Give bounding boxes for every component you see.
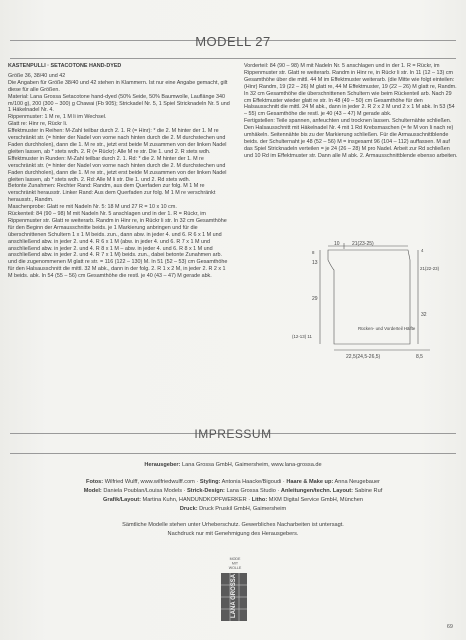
impressum-credits-1: Fotos: Wilfried Wulff, www.wilfriedwulff.com · Styling: Antonia Haacke/Bigoudi · Haare & Make up: Anna Neugebauer — [86, 479, 380, 485]
litho-label: Litho: — [251, 497, 268, 503]
dim-side-mid: 29 — [312, 296, 318, 302]
size-note: Die Angaben für Größe 38/40 und 42 stehen in Klammern. Ist nur eine Angabe gemacht, gilt diese für alle Größen. — [8, 79, 228, 93]
page-number: 69 — [446, 624, 453, 630]
dim-side-top: 13 — [312, 260, 318, 266]
impressum-underline — [10, 453, 456, 454]
header-underline — [10, 58, 456, 59]
schematic-diagram — [290, 240, 440, 360]
print-label: Druck: — [179, 506, 198, 512]
styling-label: Styling: — [199, 479, 221, 485]
publisher-label: Herausgeber: — [144, 462, 181, 468]
makeup-value: Anna Neugebauer — [334, 479, 380, 485]
front-piece-text: Vorderteil: 84 (90 – 98) M mit Nadeln Nr. 5 anschlagen und in der 1. R = Rückr, im Rippenmuster str. Glatt re weiterarb. Randm in Hinr re, in Rückr li str. In 11 (12 – 13) cm Gesamthöhe über die mittl. 44 M im Effektmuster weiterarb. (die Mitte wie folgt einteilen: (Hinr) Randm, 19 (22 – 26) M glatt re, 44 M Effektmuster, 19 (22 – 26) M glatt re, Randm. In 32 cm Gesamthöhe die überschnittenen Schultern wie beim Rückenteil arb. Nach 29 cm Effektmuster wieder glatt re str. In 48 (49 – 50) cm Gesamthöhe für den Halsausschnitt die mittl. 24 M abk., dann in jeder 2. R 2 x 2 M und 2 x 1 M abk. In 53 (54 – 55) cm Gesamthöhe die restl. je 40 (43 – 47) M gerade abk. — [244, 63, 457, 118]
instructions-label: Anleitungen/techn. Layout: — [280, 488, 354, 494]
impressum-credits-2: Model: Daniela Poublan/Louisa Models · Strick-Design: Lana Grossa Studio · Anleitungen/techn. Layout: Sabine Ruf — [83, 488, 383, 494]
dim-side-small: 8 — [312, 250, 315, 255]
impressum-credits-4 — [0, 505, 466, 514]
left-column — [8, 63, 230, 280]
dim-right-top: 4 — [421, 248, 424, 253]
finishing-text: Fertigstellen: Teile spannen, anfeuchten und trocknen lassen. Schulternähte schließen. Den Halsausschnitt mit Häkelnadel Nr. 4 mit 1 Rd Krebsmaschen (= fe M von li nach re) umhäkeln. Seitennähte bis zu der Markierung schließen. Für die Armausschnittblende beids. der Schulternaht je 48 (52 – 56) M = insgesamt 96 (104 – 112) auffassen. M auf das Spiel Stricknadeln verteilen = je 24 (26 – 28) M pro Nadel. Arbeit zur Rd schließen und 10 Rd im Effektmuster str. Dann alle M abk. 2. Armausschnittblende ebenso arbeiten. — [244, 118, 458, 159]
model-label: Model: — [83, 488, 102, 494]
effect-rows-text: Effektmuster in Reihen: M-Zahl teilbar durch 2. 1. R (= Hinr): * die 2. M hinter der 1. M re verschränkt str. (= hinter der Nadel von vorne nach hinten durch die 2. M durchstechen und Faden durchholen), dann die 1. M re str., jetzt erst beide M zusammen von der linken Nadel gleiten lassen, ab * stets wdh. 2. R (= Rückr): Alle M re str. Die 1. und 2. R stets wdh. — [8, 128, 227, 155]
effect-rounds-text: Effektmuster in Runden: M-Zahl teilbar durch 2. 1. Rd: * die 2. M hinter der 1. M re verschränkt str. (= hinter der Nadel von vorne nach hinten durch die 2. M durchstechen und Faden durchholen), dann die 1. M re str., jetzt erst beide M zusammen von der linken Nadel gleiten lassen, ab * stets wdh. 2. Rd: Alle M li str. Die 1. und 2. Rd stets wdh. — [8, 155, 227, 183]
model-value: Daniela Poublan/Louisa Models — [103, 488, 182, 494]
rib-pattern: Rippenmuster: 1 M re, 1 M li im Wechsel. — [8, 114, 107, 121]
impressum-credits-3: Grafik/Layout: Martina Kuhn, HANDUNDKOPFWERKER · Litho: MXM Digital Service GmbH, München — [103, 497, 363, 503]
photos-value: Wilfried Wulff, www.wilfriedwulff.com — [104, 479, 195, 485]
material-text: Material: Lana Grossa Setacotone hand-dyed (50% Seide, 50% Baumwolle, Lauflänge 340 m/100 g), 200 (300 – 300) g Chawai (Fb 905); Strickadel Nr. 5, 1 Spiel Stricknadeln Nr. 5 und 1 Häkelnadel Nr. 4. — [8, 93, 230, 114]
svg-text:MODE: MODE — [229, 557, 241, 561]
dim-top-b: 21(23-25) — [352, 241, 374, 247]
instructions-value: Sabine Ruf — [354, 488, 383, 494]
svg-text:WOLLE: WOLLE — [228, 566, 242, 570]
increases-text: Betonte Zunahmen: Rechter Rand: Randm, aus dem Querfaden zur folg. M 1 M re verschränkt herausstr. Linker Rand: Aus dem Querfaden zur folg. M 1 M re verschränkt herausstr., Randm. — [8, 183, 216, 204]
photos-label: Fotos: — [86, 479, 104, 485]
schematic-label-text: Rücken- und Vorderteil Hälfte — [358, 326, 416, 331]
styling-value: Antonia Haacke/Bigoudi — [221, 479, 282, 485]
impressum-publisher — [0, 461, 466, 470]
right-column — [244, 63, 458, 160]
makeup-label: Haare & Make up: — [286, 479, 334, 485]
pattern-heading: KASTENPULLI · SETACOTONE HAND-DYED — [8, 63, 122, 69]
graphics-label: Grafik/Layout: — [103, 497, 141, 503]
lana-grossa-logo — [213, 555, 257, 623]
stockinette-text: Glatt re: Hinr re, Rückr li. — [8, 121, 68, 128]
publisher-value: Lana Grossa GmbH, Gaimersheim, www.lana-grossa.de — [182, 462, 322, 468]
dim-bottom-b: 8,5 — [416, 354, 423, 360]
dim-right-a: 21(22-23) — [420, 266, 440, 271]
design-value: Lana Grossa Studio — [226, 488, 276, 494]
legal-note-2: Nachdruck nur mit Genehmigung des Herausgebers. — [167, 531, 299, 537]
legal-note-1: Sämtliche Modelle stehen unter Urheberschutz. Gewerbliches Nacharbeiten ist untersagt. — [122, 522, 344, 528]
graphics-value: Martina Kuhn, HANDUNDKOPFWERKER — [142, 497, 247, 503]
back-piece-text: Rückenteil: 84 (90 – 98) M mit Nadeln Nr. 5 anschlagen und in der 1. R = Rückr, im Rippenmuster str. Glatt re weiterarb. Randm in Hinr re, in Rückr li str. In 32 cm Gesamthöhe für den Beginn der Armausschnitte beids. je 1 Markierung anbringen und für die überschnittenen Schultern 1 x 1 M beids. zun., dann abw. in jeder 4. und 6. R 6 x 1 M und anschließend abw. in jeder 2. und 4. R 6 x 1 M (abw. in jeder 4. und 6. R 7 x 1 M und anschließend abw. in jeder 2. und 4. R 8 x 1 M – abw. in jeder 4. und 6. R 8 x 1 M und anschließend abw. in jeder 2. und 4. R 7 x 1 M) beids. zun., dabei betonte Zunahmen arb. und die zugenommenen M glatt re str. = 116 (122 – 130) M. In 51 (52 – 53) cm Gesamthöhe für den Halsausschnitt die mittl. 32 M abk., dann in der folg. 2. R 1 x 2 M, in jeder 2. R 2 x 1 M beids. abk. In 54 (55 – 56) cm Gesamthöhe die restl. je 40 (43 – 47) M gerade abk. — [8, 211, 228, 280]
design-label: Strick-Design: — [186, 488, 225, 494]
litho-value: MXM Digital Service GmbH, München — [268, 497, 363, 503]
sizes-text: Größe 36, 38/40 und 42 — [8, 72, 66, 79]
schematic-label — [358, 326, 416, 331]
svg-text:MIT: MIT — [231, 561, 239, 566]
page-title: MODELL 27 — [195, 34, 271, 49]
impressum-title: IMPRESSUM — [194, 427, 272, 441]
gauge-text: Maschenprobe: Glatt re mit Nadeln Nr. 5: 18 M und 27 R = 10 x 10 cm. — [8, 204, 177, 211]
dim-bottom-a: 22,5(24,5-26,5) — [346, 354, 381, 360]
dim-side-low: (12-13) 11 — [292, 334, 312, 339]
dim-top-a: 10 — [334, 241, 340, 247]
svg-text:LANA GROSSA: LANA GROSSA — [231, 573, 237, 618]
print-value: Druck Pruskil GmbH, Gaimersheim — [199, 506, 287, 512]
dim-right-b: 32 — [421, 312, 427, 318]
